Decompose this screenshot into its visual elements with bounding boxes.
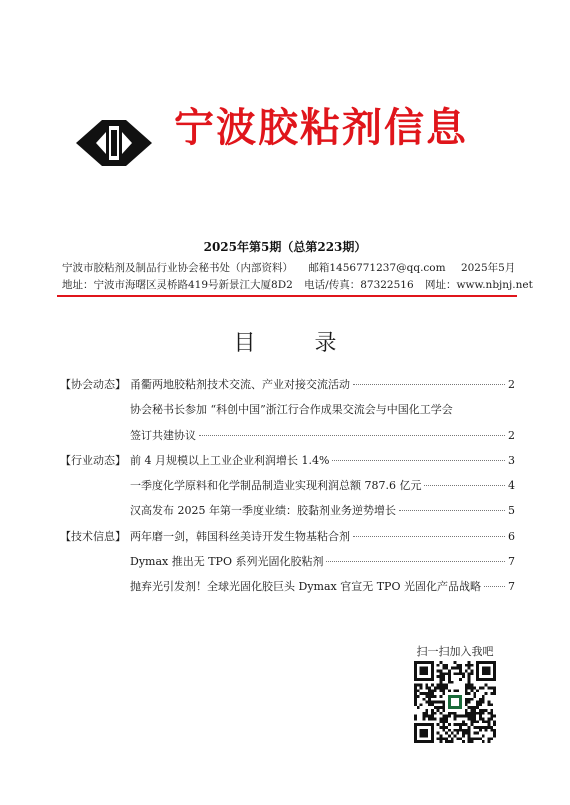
publisher-name: 宁波市胶粘剂及制品行业协会秘书处（内部资料）	[62, 262, 293, 274]
toc-entry-title: 协会秘书长参加 “科创中国”浙江行合作成果交流会与中国化工学会	[130, 403, 453, 417]
toc-leader	[399, 510, 505, 511]
toc-category: 【行业动态】	[60, 453, 126, 467]
toc-page-number: 2	[508, 378, 515, 391]
toc-category: 【协会动态】	[60, 378, 126, 391]
header-divider	[57, 295, 517, 297]
toc-category: 【技术信息】	[60, 529, 126, 543]
address: 地址：宁波市海曙区灵桥路419号新景江大厦8D2	[62, 279, 293, 291]
toc-row[interactable]	[60, 399, 515, 424]
association-logo-icon	[76, 120, 152, 166]
toc-row[interactable]	[60, 500, 515, 525]
toc-row[interactable]	[60, 576, 515, 601]
contact-email: 邮箱1456771237@qq.com	[308, 262, 446, 274]
toc-leader	[424, 485, 505, 486]
toc-row[interactable]	[60, 551, 515, 576]
toc-leader	[332, 460, 505, 461]
toc-entry-title: 签订共建协议	[130, 428, 196, 442]
issue-number: 2025年第5期（总第223期）	[203, 240, 367, 254]
toc-leader	[353, 384, 505, 385]
toc-heading: 目 录	[233, 331, 363, 356]
toc-row[interactable]	[60, 374, 515, 399]
toc-entry-title: 甬衢两地胶粘剂技术交流、产业对接交流活动	[130, 378, 350, 391]
toc-entry-title: 两年磨一剑，韩国科丝美诗开发生物基粘合剂	[130, 529, 350, 543]
qr-caption: 扫一扫加入我吧	[416, 645, 494, 658]
toc-page-number: 3	[508, 453, 515, 467]
toc-page-number: 7	[508, 555, 515, 569]
toc-page-number: 5	[508, 504, 515, 518]
toc-page-number: 2	[508, 428, 515, 442]
toc-entry-title: 前 4 月规模以上工业企业利润增长 1.4%	[130, 453, 330, 467]
toc-leader	[484, 586, 505, 587]
toc-entry-title: 一季度化学原料和化学制品制造业实现利润总额 787.6 亿元	[130, 479, 422, 493]
toc-entry-title: Dymax 推出无 TPO 系列光固化胶粘剂	[130, 555, 324, 569]
toc-entry-title: 汉高发布 2025 年第一季度业绩：胶黏剂业务逆势增长	[130, 504, 396, 518]
toc-leader	[326, 561, 505, 562]
publish-date: 2025年5月	[460, 262, 516, 274]
toc-entry-title: 抛弃光引发剂！全球光固化胶巨头 Dymax 官宣无 TPO 光固化产品战略	[130, 580, 481, 594]
toc-leader	[353, 536, 505, 537]
publisher-info-line	[62, 260, 516, 275]
phone-fax: 电话/传真：87322516	[304, 279, 414, 291]
qr-code-icon[interactable]	[414, 661, 496, 743]
toc-page-number: 7	[508, 580, 515, 594]
toc-row[interactable]	[60, 425, 515, 450]
toc-leader	[199, 435, 505, 436]
publication-title: 宁波胶粘剂信息	[174, 104, 468, 151]
toc-row[interactable]	[60, 475, 515, 500]
toc-row[interactable]	[60, 526, 515, 551]
website: 网址：www.nbjnj.net	[425, 279, 533, 291]
address-info-line	[62, 277, 533, 292]
toc-page-number: 4	[508, 479, 515, 493]
toc-row[interactable]	[60, 450, 515, 475]
toc-page-number: 6	[508, 529, 515, 543]
table-of-contents	[60, 374, 515, 602]
